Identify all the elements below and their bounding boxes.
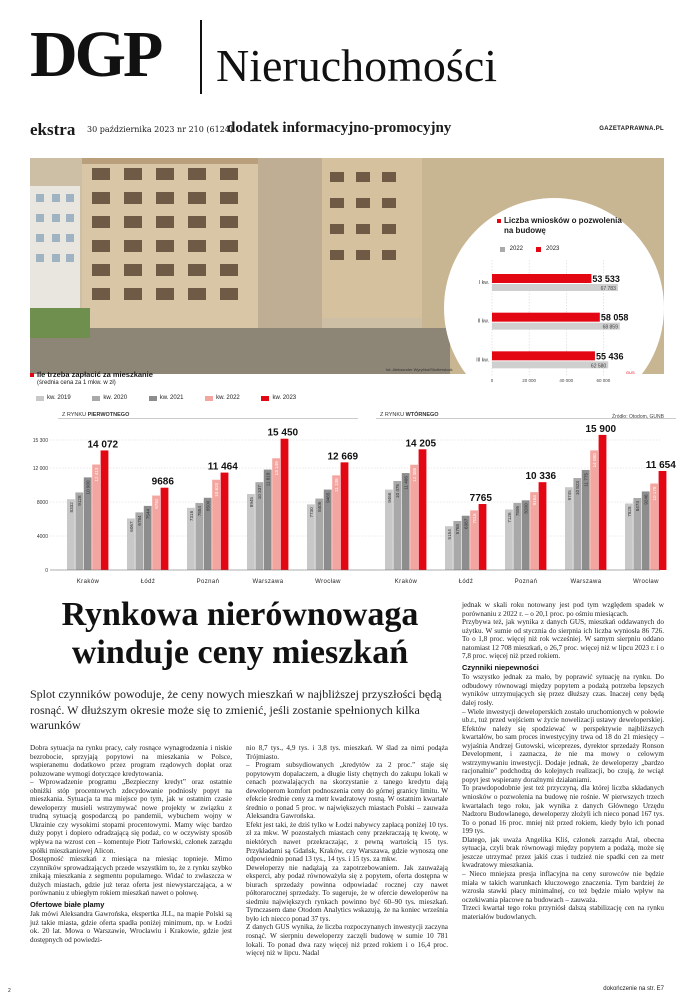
legend-swatch	[205, 396, 213, 401]
x-tick-label: 60 000	[596, 378, 611, 383]
x-tick-label: Warszawa	[570, 579, 602, 585]
legend-swatch	[36, 396, 44, 401]
bar-value-label: 12 385	[412, 467, 417, 482]
article-headline: Rynkowa nierównowaga winduje ceny mieszkań	[61, 596, 419, 671]
permits-bar-chart	[444, 198, 664, 418]
page-number: 2	[8, 988, 11, 994]
y-tick-label: 12 000	[32, 466, 48, 473]
legend-item: kw. 2021	[149, 395, 184, 402]
paragraph: Trzeci kwartał tego roku przyniósł dalszą stabilizację cen na rynku materiałów budowlanych.	[462, 904, 664, 921]
bar-value-label: 10 620	[214, 482, 219, 497]
paragraph: – Program subsydiowanych „kredytów za 2 proc.” staje się popytowym dopalaczem, a długie listy chętnych do zakupu lokali w cenach pozwalających na skorzystanie z tanego kredytu dają deweloperom komfort podnoszenia ceny do górnej granicy limitu. W efekcie średnie ceny za metr kwadratowy rosną. W ostatnim kwartale średnio o ponad 5 proc. w największych miastach Polski – zauważa Aleksandra Gawrońska.	[246, 761, 448, 821]
bar-value-label: 67 783	[600, 286, 616, 292]
issue-line	[30, 120, 664, 140]
legend-swatch	[92, 396, 100, 401]
paragraph: – Wprowadzenie programu „Bezpieczny kredyt” oraz ostatnie obniżki stóp procentowych zdecydowanie podniosły popyt na mieszkania. Sytuacja ta ma miejsce po tym, jak w ostatnim czasie deweloperzy musieli wstrzymywać nowe projekty w związku z trudną sytuacją gospodarczą po pandemii, wybuchem wojny w Ukrainie czy wysokimi stopami procentowymi. Mamy więc bardzo duży popyt i dopiero odradzającą się podaż, co w oczywisty sposób wpływa na wzrost cen – komentuje Piotr Tarłowski, członek zarządu spółki mieszkaniowej Alicon.	[30, 778, 232, 855]
chart-source: GUS	[626, 370, 635, 375]
legend-item: kw. 2023	[261, 395, 296, 402]
bar-value-label: 9128	[77, 495, 83, 506]
x-tick-label: Łódź	[458, 579, 474, 585]
category-label: III kw.	[476, 357, 489, 364]
masthead-divider	[200, 20, 202, 94]
photo-credit: fot. Aleksander Wyrybka/Shutterstock	[386, 367, 453, 372]
bar-value-label: 10 823	[575, 481, 581, 496]
bar	[101, 450, 109, 570]
paragraph: Z danych GUS wynika, że liczba rozpoczynanych inwestycji zaczyna rosnąć. W sierpniu deweloperzy zaczęli budowę w sumie 10 781 lokali. To ponad dwa razy więcej niż przed rokiem i o 16,4 proc. więcej niż w lipcu. Nadal	[246, 923, 448, 958]
x-tick-label: 40 000	[559, 378, 574, 383]
bar	[419, 449, 427, 570]
continued-note: dokończenie na str. E7	[603, 986, 664, 992]
panel-label-market: WTÓRNEGO	[405, 412, 439, 418]
bar-value-label: 11 654	[645, 459, 676, 471]
bar	[479, 504, 487, 570]
bar-value-label: 7895	[515, 505, 521, 517]
x-tick-label: 0	[490, 378, 494, 383]
bar-value-label: 8474	[635, 500, 641, 512]
bar-value-label: 10 178	[652, 486, 657, 501]
article-column-2	[246, 744, 448, 958]
bar-value-label: 11 138	[334, 478, 339, 493]
bar-value-label: 11 464	[207, 461, 238, 473]
bar	[659, 471, 667, 570]
bar	[492, 313, 600, 322]
bar-value-label: 7765	[469, 493, 492, 505]
y-tick-label: 0	[45, 568, 48, 574]
bar	[161, 488, 169, 570]
subheading: Czynniki niepewności	[462, 662, 539, 672]
bar-value-label: 12 413	[94, 467, 99, 482]
permits-infographic	[444, 198, 664, 418]
bar-value-label: 7828	[626, 506, 632, 517]
bar-value-label: 53 533	[592, 274, 620, 284]
chart-source: Źródło: Otodom, GUNB	[612, 414, 664, 420]
bar	[599, 435, 607, 570]
paragraph: Jak mówi Aleksandra Gawrońska, ekspertka JLL, na mapie Polski są już takie miasta, gdzie oferta spadła poniżej minimum, np. w Łodzi ok. 20 lat. Mowa o Warszawie, Wrocławiu i Krakowie, gdzie jest dostępnych od powiedzi-	[30, 910, 232, 945]
legend-swatch	[261, 396, 269, 401]
y-tick-label: 4000	[36, 534, 48, 541]
bar-value-label: 11 406	[403, 476, 409, 490]
panel-label	[62, 412, 130, 418]
bar	[492, 351, 595, 360]
x-tick-label: Warszawa	[252, 579, 284, 585]
article-column-1	[30, 744, 232, 945]
legend-item: kw. 2022	[205, 395, 240, 402]
category-label: I kw.	[478, 280, 489, 286]
bar-value-label: 13 149	[274, 461, 279, 476]
bar-value-label: 55 436	[595, 351, 624, 362]
category-label: II kw.	[477, 318, 489, 325]
bar-value-label: 8200	[523, 503, 529, 514]
bar	[221, 473, 229, 570]
x-tick-label: Wrocław	[633, 579, 659, 585]
x-tick-label: Wrocław	[315, 579, 341, 585]
bar-value-label: 10 476	[395, 483, 401, 499]
bar-value-label: 5154	[446, 529, 452, 540]
bar-value-label: 9465	[325, 492, 331, 503]
bar-value-label: 8332	[68, 502, 74, 513]
bar-value-label: 6387	[463, 518, 469, 529]
bar-value-label: 11 775	[583, 472, 589, 487]
paragraph: nio 8,7 tys., 4,9 tys. i 3,8 tys. mieszkań. W ślad za nimi podąża Trójmiasto.	[246, 744, 448, 761]
bar-value-label: 8500	[205, 500, 211, 512]
panel-label-prefix: Z RYNKU	[62, 412, 88, 418]
y-tick-label: 15 300	[32, 438, 48, 444]
permits-chart-title: Liczba wniosków o pozwolenia na budowę	[504, 216, 624, 236]
bar	[281, 439, 289, 570]
price-chart-subtitle: (średnia cena za 1 mkw. w zł)	[37, 380, 116, 386]
legend-item: kw. 2020	[92, 395, 127, 402]
paragraph: To wszystko jednak za mało, by poprawić sytuację na rynku. Do odbudowy równowagi między popytem a podażą potrzeba lepszych wyników utrzymujących się przez dłuższy czas. Inaczej ceny będą dalej rosły.	[462, 673, 664, 708]
panel-label-market: PIERWOTNEGO	[87, 412, 130, 418]
price-bar-chart	[28, 406, 676, 592]
panel-label-prefix: Z RYNKU	[380, 412, 406, 418]
x-tick-label: Poznań	[196, 579, 220, 585]
bar-value-label: 62 580	[590, 363, 607, 370]
x-tick-label: Kraków	[394, 579, 418, 585]
paragraph: Deweloperzy nie nadążają za zapotrzebowaniem. Jak zauważają eksperci, aby podaż równoważyła się z popytem, oferta dostępna w biurach sprzedaży powinna odpowiadać rocznej czy nawet półtorarocznej sprzedaży. To sugeruje, że w ofercie deweloperów na siedmiu największych rynkach powinno być 60–90 tys. mieszkań. Tymczasem dane Otodom Analytics wskazują, że na koniec września było ich niecco ponad 37 tys.	[246, 863, 448, 923]
x-tick-label: 20 000	[522, 378, 537, 383]
paragraph: – Wiele inwestycji deweloperskich zostało uruchomionych w połowie ub.r., tuż przed wejściem w życie nowelizacji ustawy deweloperskiej. Efektów należy się spodziewać w perspektywie najbliższych kwartałów, bo sam proces inwestycyjny trwa od 18 do 21 miesięcy – wyjaśnia Andrzej Gutowski, wiceprezes, dyrektor sprzedaży Ronson Development, i zaznacza, że nie ma mowy o celowym wstrzymywaniu inwestycji. Dodaje jednak, że deweloperzy „bardzo racjonalnie” podchodzą do kolejnych realizacji, bo czują, że wciąż popyt jest wspierany doraźnymi działaniami.	[462, 707, 664, 784]
section-title: Nieruchomości	[216, 40, 498, 91]
x-tick-label: Łódź	[140, 579, 156, 585]
bar-value-label: 15 450	[267, 427, 299, 439]
bar	[539, 482, 547, 570]
legend-label-2023: 2023	[546, 246, 560, 252]
paragraph: Efekt jest taki, że dziś tylko w Łodzi nabywcy zapłacą poniżej 10 tys. zł za mkw. W pozostałych miastach ceny przekraczają tę kwotę, w niektórych nawet przekraczając, z pewną wartością 15 tys. Przykładami są Gdańsk, Kraków, czy Warszawa, gdzie wynoszą one odpowiednio ponad 13 tys., 14 tys. i 15 tys. za mkw.	[246, 820, 448, 864]
bar-value-label: 9745	[566, 490, 572, 501]
bar-value-label: 8945	[248, 496, 254, 508]
bar-value-label: 9163	[532, 495, 537, 506]
bar-value-label: 7018	[472, 513, 477, 524]
bar-value-label: 8762	[154, 498, 159, 509]
bar-value-label: 9246	[643, 494, 649, 505]
legend-label-2022: 2022	[509, 246, 524, 252]
bar-value-label: 7544	[145, 508, 151, 520]
x-tick-label: Kraków	[76, 579, 100, 585]
bar	[492, 323, 620, 330]
panel-label	[380, 410, 439, 418]
paragraph: Dlatego, jak uważa Angelika Kliś, członek zarządu Atal, obecna sytuacja, czyli brak równowagi między popytem a podażą, może się jeszcze utrzymać przez jakiś czas i tudzież nie spadki cen za metr kwadratowy mieszkania.	[462, 835, 664, 870]
subheading: Ofertowe białe plamy	[30, 899, 105, 909]
y-tick-label: 8000	[36, 500, 48, 507]
price-chart-legend	[36, 395, 316, 402]
bar-value-label: 14 072	[87, 439, 119, 451]
bar-value-label: 10 336	[525, 471, 557, 483]
paragraph: To prawdopodobnie jest też przyczyną, dla której liczba składanych wniosków o pozwolenia na budowę nie rośnie. W pierwszych trzech kwartałach tego roku, jak wynika z danych Głównego Urzędu Nadzoru Budowlanego, deweloperzy złożyli ich nieco ponad 167 tys. To o ponad 16 proc. mniej niż przed rokiem, kiedy było ich ponad 199 tys.	[462, 784, 664, 836]
x-tick-label: Poznań	[514, 579, 538, 585]
masthead	[30, 18, 670, 98]
price-chart-title: Ile trzeba zapłacić za mieszkanie	[30, 370, 153, 379]
bar-value-label: 10 900	[85, 480, 91, 495]
bar-value-label: 6067	[128, 521, 134, 532]
bar-value-label: 7730	[308, 507, 314, 518]
bar-value-label: 14 080	[592, 453, 597, 468]
ekstra-label: ekstra	[30, 120, 76, 139]
bar-value-label: 58 058	[600, 312, 629, 323]
bar-value-label: 12 669	[327, 451, 359, 463]
bar-value-label: 6784	[137, 515, 143, 526]
bar-value-label: 7126	[506, 512, 512, 523]
paragraph: jednak w skali roku notowany jest pod tym względem spadek w porównaniu z 2022 r. – o 20,1 proc. po ośmiu miesiącach.	[462, 601, 664, 618]
bar-value-label: 9686	[151, 476, 174, 488]
bar-value-label: 5768	[455, 523, 461, 535]
article-column-3	[462, 601, 664, 921]
article-lead: Splot czynników powoduje, że ceny nowych mieszkań w najbliższej przyszłości będą rosnąć. W dłuższym okresie może się to zmienić, jeśli zostanie spełnionych kilka warunków	[30, 687, 442, 732]
bar-value-label: 11 818	[265, 472, 271, 487]
bar-value-label: 15 900	[585, 423, 617, 435]
bar	[492, 284, 618, 291]
bar-value-label: 7884	[197, 506, 203, 517]
bar	[341, 462, 349, 570]
issue-date: 30 października 2023 nr 210 (6124)	[87, 125, 233, 134]
paragraph: – Nieco mniejsza presja inflacyjna na ceny surowców nie będzie miała w takich warunkach kluczowego znaczenia. Tym bardziej że wzrosła stawki płacy minimalnej, co też będzie miało wpływ na oczekiwania płacowe na budowach – zauważa.	[462, 869, 664, 904]
bar-value-label: 9466	[386, 492, 392, 503]
dgp-logo[interactable]: DGP	[30, 18, 161, 91]
supplement-label: dodatek informacyjno-promocyjny	[227, 120, 452, 136]
paragraph: Dobra sytuacja na rynku pracy, cały rosnące wynagrodzenia i niskie bezrobocie, sprzyjają popytowi na mieszkania w Polsce, wspieranemu dodatkowo przez program rządowych dopłat oraz poluzowane wymogi dotyczące kredytowania.	[30, 744, 232, 778]
paragraph: Przybywa też, jak wynika z danych GUS, mieszkań oddawanych do użytku. W sumie od stycznia do sierpnia ich liczba wyniosła 86 726. To o 1,8 proc. więcej niż rok wcześniej. W samym sierpniu oddano natomiast 12 708 mieszkań, o 26,7 proc. więcej niż w lipcu 2023 r. i o 7,8 proc. więcej niż przed rokiem.	[462, 618, 664, 661]
bar-value-label: 7316	[188, 510, 194, 522]
accent-square	[30, 373, 34, 377]
site-link[interactable]: GAZETAPRAWNA.PL	[599, 126, 664, 132]
legend-swatch	[149, 396, 157, 401]
bar-value-label: 8406	[317, 501, 323, 512]
bar-value-label: 14 205	[405, 438, 437, 450]
bar	[492, 274, 591, 283]
bar-value-label: 10 337	[257, 485, 263, 500]
legend-item: kw. 2019	[36, 395, 71, 402]
paragraph: Dostępność mieszkań z miesiąca na miesiąc topnieje. Mimo czynników sprowadzających przede wszystkim to, że z rynku szybko znikają mieszkania z segmentu popularnego. Widać to zwłaszcza w dużych miastach, gdzie już teraz oferta jest niewystarczająca, a w porównaniu z ubiegłym rokiem mieszkań nawet o połowę.	[30, 855, 232, 898]
bar-value-label: 68 859	[602, 324, 618, 331]
